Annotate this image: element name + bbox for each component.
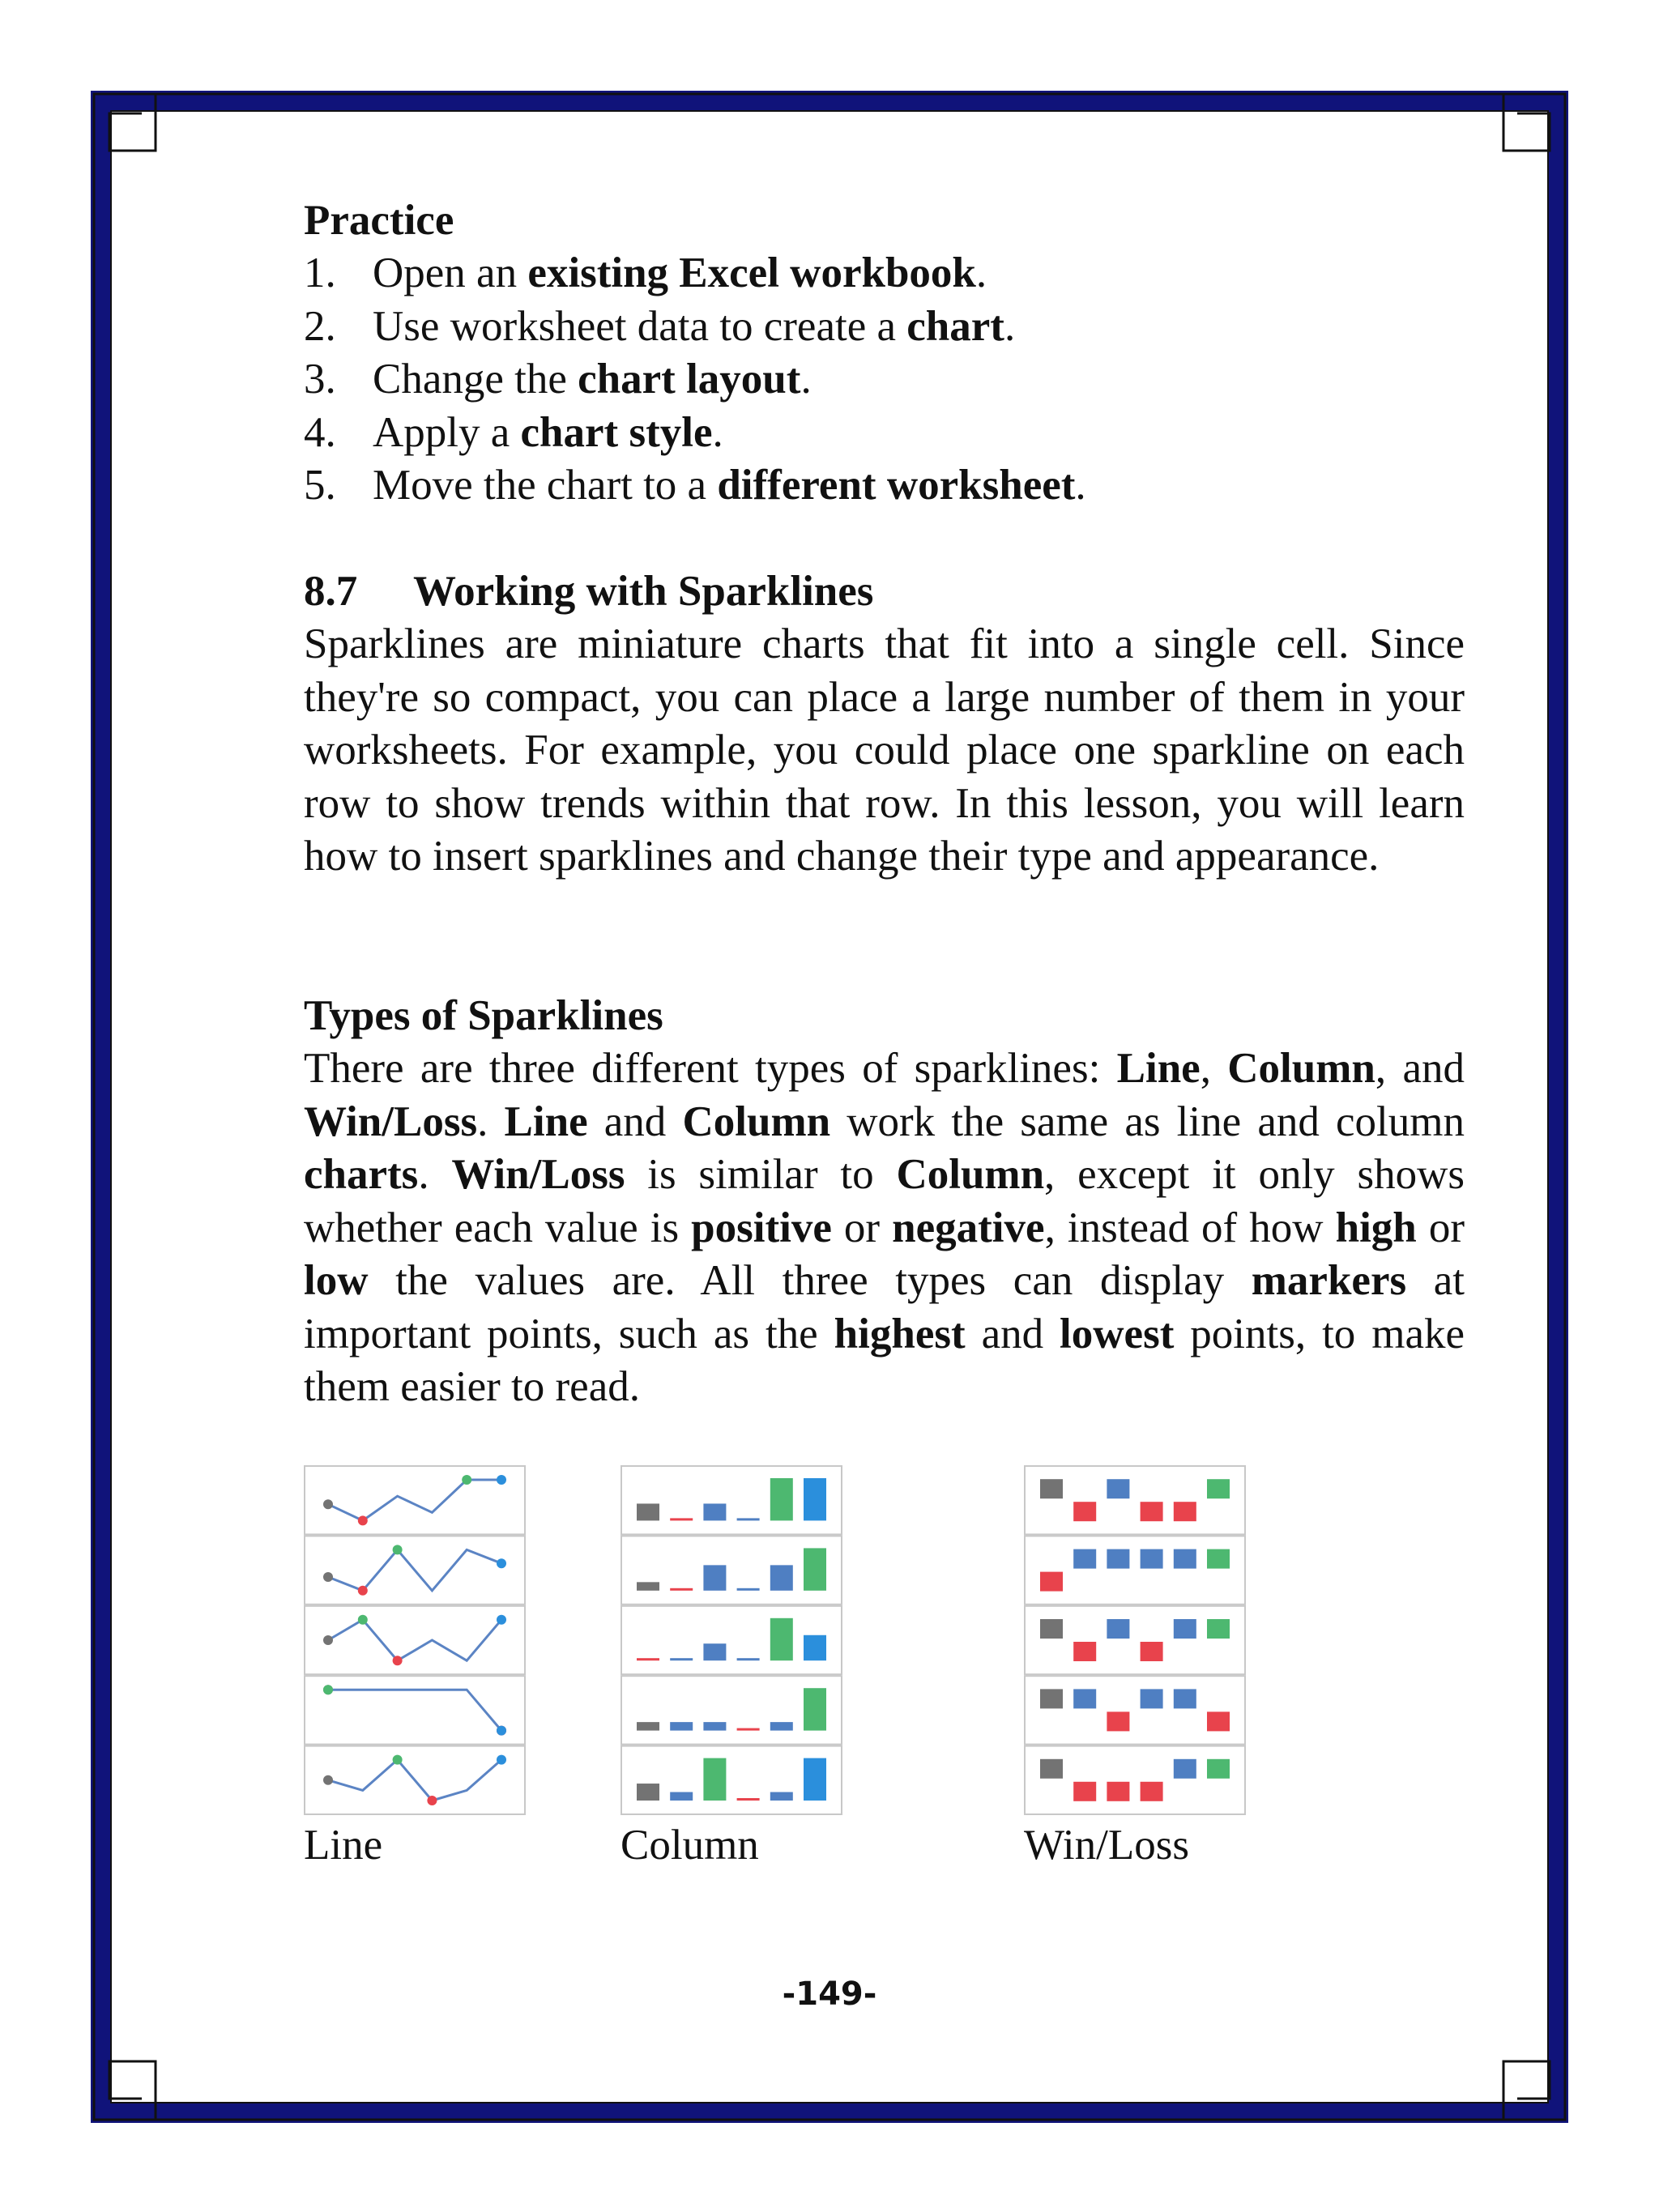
sparkline-marker [497,1755,506,1765]
sparkline-column [804,1478,826,1520]
sparkline-marker [323,1635,333,1645]
sparkline-winloss-bar [1174,1689,1196,1708]
page-number: -149- [782,1975,877,2013]
types-paragraph-text: . [418,1151,452,1198]
sparkline-winloss-bar [1207,1479,1230,1498]
sparkline-column [770,1478,793,1520]
types-paragraph-text: There are three different types of sparklines: [304,1045,1117,1092]
list-item-text: Change the [373,356,578,403]
types-paragraph-text: the values are. All three types can display [368,1257,1252,1304]
sparkline-line [328,1620,501,1660]
types-paragraph-bold-term: Column [682,1097,831,1145]
list-item [304,353,1465,407]
list-item-text: Use worksheet data to create a [373,302,907,350]
sparkline-cell [1025,1536,1245,1604]
list-item-number: 4. [304,408,336,456]
types-paragraph-text: , [1200,1045,1228,1092]
sparkline-column [737,1728,760,1731]
sparkline-column [637,1722,659,1730]
sparkline-line [328,1480,501,1520]
sparkline-winloss-bar [1207,1619,1230,1639]
sparkline-column [804,1758,826,1801]
sparkline-column [637,1658,659,1660]
types-paragraph-bold-term: negative [892,1204,1045,1251]
section-paragraph: Sparklines are miniature charts that fit into a single cell. Since they're so compact, you can place a large number of them in your worksheets. For example, you could place one sparkline on each row to show trends within that row. In this lesson, you will learn how to insert sparklines and change their type and appearance. [304,620,1465,880]
sparkline-winloss-bar [1040,1689,1063,1708]
types-paragraph-bold-term: Win/Loss [304,1097,478,1145]
list-item-text [373,247,987,300]
types-paragraph-bold-term: positive [691,1204,832,1251]
list-item-text: Apply a [373,408,521,456]
sparkline-column [737,1658,760,1660]
list-item-text: . [800,356,812,403]
sparkline-column [670,1722,693,1730]
sparkline-cell [1025,1466,1245,1534]
column-sparklines [621,1465,842,1815]
sparkline-column [804,1688,826,1730]
sparkline-winloss-bar [1141,1549,1163,1569]
sparkline-marker [462,1475,471,1485]
types-paragraph-text: is similar to [625,1151,897,1198]
sparkline-column [670,1658,693,1660]
sparkline-winloss-bar [1207,1711,1230,1731]
section-number: 8.7 [304,568,358,615]
types-paragraph-bold-term: highest [834,1310,966,1357]
sparkline-winloss-bar [1141,1642,1163,1661]
line-sparklines [304,1465,526,1815]
types-heading: Types of Sparklines [304,992,663,1039]
sparkline-column [637,1582,659,1590]
types-paragraph-text: , instead of how [1044,1204,1336,1251]
types-paragraph-text: points, to make them easier to read. [304,1310,1465,1410]
sparkline-marker [497,1726,506,1736]
sparkline-winloss-bar [1073,1549,1096,1569]
types-paragraph-text: work the same as line and column [830,1097,1465,1145]
winloss-sparklines [1024,1465,1246,1815]
list-item [304,300,1465,354]
list-item-text [373,459,1086,513]
sparkline-marker [393,1755,403,1765]
list-item-text [373,300,1015,354]
sparkline-cell [1025,1606,1245,1674]
sparkline-column [737,1798,760,1801]
sparkline-cell [305,1676,525,1744]
types-paragraph-text: and [587,1097,683,1145]
sparkline-winloss-bar [1141,1782,1163,1801]
list-item-text: . [975,249,987,296]
sparkline-winloss-bar [1107,1782,1129,1801]
sparkline-column [737,1588,760,1591]
types-paragraph-bold-term: high [1335,1204,1417,1251]
list-item-bold-term: existing Excel workbook [527,249,976,296]
sparkline-marker [358,1515,368,1525]
types-paragraph-bold-term: Column [1227,1045,1375,1092]
sparkline-column [703,1722,726,1730]
list-item-text: . [1075,462,1086,509]
sparkline-winloss-bar [1040,1479,1063,1498]
sparkline-marker [393,1545,403,1554]
types-paragraph-bold-term: Win/Loss [451,1151,625,1198]
sparkline-marker [323,1499,333,1509]
sparkline-winloss-bar [1141,1689,1163,1708]
sparkline-marker [323,1685,333,1694]
list-item-text: Move the chart to a [373,462,718,509]
sparkline-column [703,1643,726,1660]
types-paragraph-text: or [1416,1204,1465,1251]
sparkline-winloss-bar [1073,1782,1096,1801]
sparkline-cell [305,1606,525,1674]
sparkline-marker [427,1796,437,1805]
sparkline-column [770,1618,793,1660]
sparkline-winloss-bar [1073,1689,1096,1708]
list-item-number: 1. [304,249,336,296]
sparkline-cell [1025,1746,1245,1814]
types-paragraph-text: , except it only shows whether each value is [304,1151,1465,1251]
column-caption: Column [621,1822,759,1869]
sparkline-cell [1025,1676,1245,1744]
sparkline-column [703,1565,726,1590]
sparkline-line [328,1549,501,1590]
sparkline-column [670,1518,693,1520]
section-heading [304,565,1465,618]
list-item-bold-term: different worksheet [717,462,1076,509]
sparkline-column [703,1503,726,1520]
list-item [304,247,1465,300]
sparkline-marker [323,1775,333,1785]
list-item-bold-term: chart [906,302,1004,350]
sparkline-marker [358,1586,368,1596]
sparkline-column [770,1792,793,1801]
types-paragraph-bold-term: lowest [1060,1310,1175,1357]
types-paragraph-bold-term: Line [1116,1045,1201,1092]
sparkline-winloss-bar [1040,1572,1063,1592]
sparkline-marker [323,1572,333,1582]
sparkline-winloss-bar [1174,1759,1196,1779]
sparkline-column [637,1784,659,1801]
list-item-bold-term: chart layout [578,356,801,403]
sparkline-winloss-bar [1073,1642,1096,1661]
types-paragraph-bold-term: markers [1251,1257,1407,1304]
list-item [304,407,1465,460]
types-paragraph-bold-term: Line [504,1097,588,1145]
sparkline-line [328,1760,501,1801]
list-item-text: Open an [373,249,528,296]
sparkline-winloss-bar [1174,1502,1196,1521]
sparkline-column [670,1792,693,1801]
types-paragraph-bold-term: Column [896,1151,1045,1198]
list-item-number: 2. [304,302,336,350]
sparkline-marker [358,1615,368,1625]
practice-list [304,247,1465,513]
types-paragraph-bold-term: low [304,1257,369,1304]
types-paragraph [304,1042,1465,1414]
types-paragraph-text: and [965,1310,1060,1357]
sparkline-winloss-bar [1107,1549,1129,1569]
sparkline-winloss-bar [1207,1759,1230,1779]
sparkline-column [804,1548,826,1590]
sparkline-winloss-bar [1107,1619,1129,1639]
practice-heading: Practice [304,197,454,244]
list-item-text [373,407,723,460]
list-item-bold-term: chart style [520,408,713,456]
sparkline-winloss-bar [1107,1479,1129,1498]
types-paragraph-text: , and [1375,1045,1465,1092]
types-paragraph-text: or [831,1204,893,1251]
sparkline-column [770,1722,793,1730]
line-caption: Line [304,1822,383,1869]
types-paragraph-text: at important points, such as the [304,1257,1465,1357]
sparkline-winloss-bar [1040,1619,1063,1639]
section-title: Working with Sparklines [413,568,874,615]
sparkline-column [804,1635,826,1660]
list-item-text: . [1004,302,1016,350]
sparkline-line [328,1690,501,1730]
sparkline-column [703,1758,726,1801]
list-item-text: . [712,408,723,456]
winloss-caption: Win/Loss [1024,1822,1189,1869]
sparkline-marker [497,1475,506,1485]
sparkline-winloss-bar [1207,1549,1230,1569]
types-paragraph-bold-term: charts [304,1151,419,1198]
sparkline-winloss-bar [1107,1711,1129,1731]
sparkline-cell [305,1466,525,1534]
sparkline-marker [393,1656,403,1665]
list-item-number: 5. [304,462,336,509]
list-item-text [373,353,812,407]
sparkline-column [637,1503,659,1520]
sparkline-winloss-bar [1141,1502,1163,1521]
sparkline-column [670,1588,693,1591]
sparkline-column [770,1565,793,1590]
sparkline-winloss-bar [1174,1619,1196,1639]
list-item [304,459,1465,513]
sparkline-winloss-bar [1073,1502,1096,1521]
types-paragraph-text: . [477,1097,505,1145]
sparkline-winloss-bar [1040,1759,1063,1779]
list-item-number: 3. [304,356,336,403]
sparkline-winloss-bar [1174,1549,1196,1569]
sparkline-marker [497,1615,506,1625]
sparkline-column [737,1518,760,1520]
sparkline-marker [497,1558,506,1568]
